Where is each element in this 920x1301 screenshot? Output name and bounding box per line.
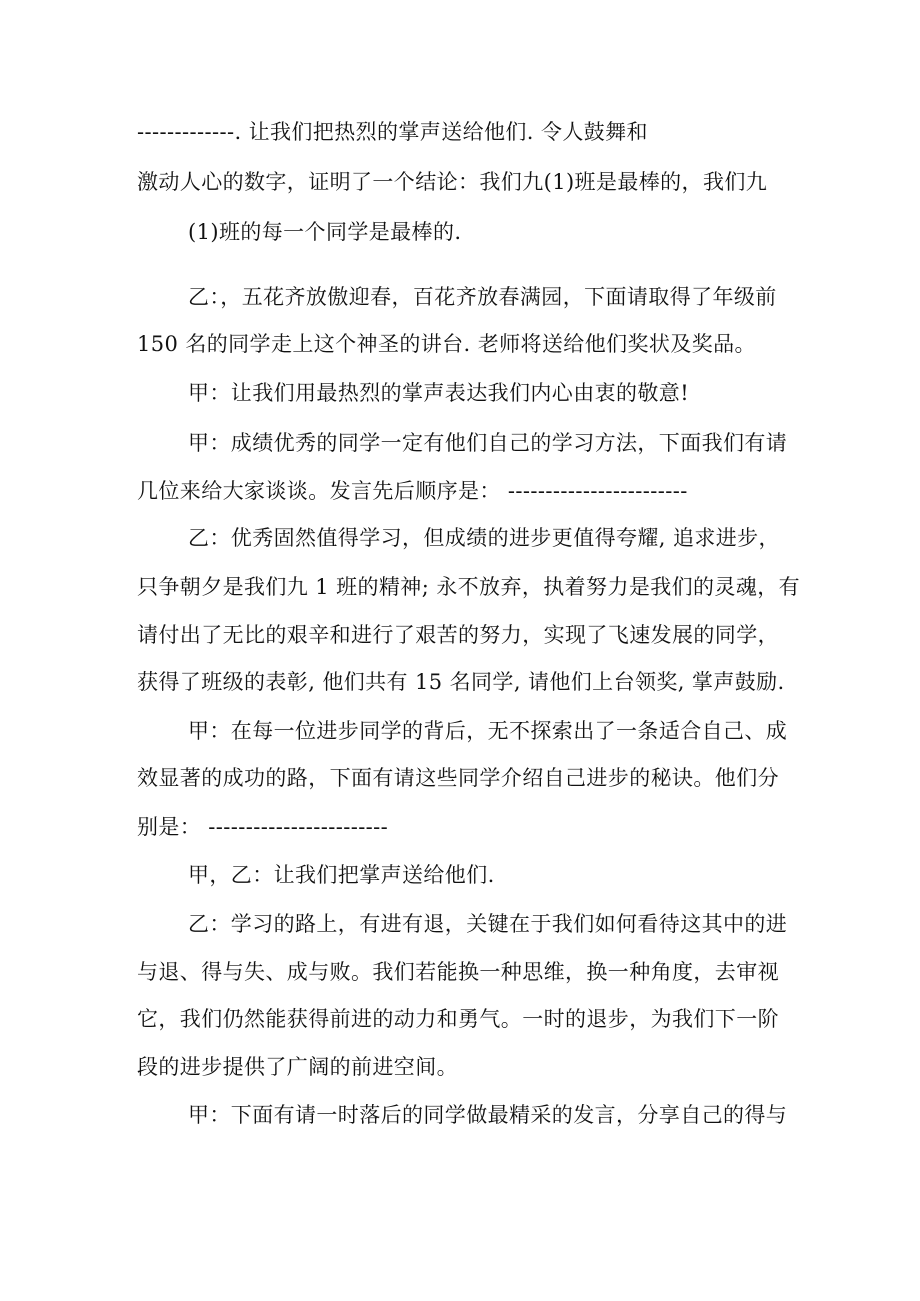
- text-line: 甲：下面有请一时落后的同学做最精采的发言，分享自己的得与: [188, 1103, 788, 1127]
- text-line: 只争朝夕是我们九 1 班的精神; 永不放弃，执着努力是我们的灵魂，有: [137, 575, 801, 599]
- text-line: 甲：成绩优秀的同学一定有他们自己的学习方法，下面我们有请: [188, 431, 788, 455]
- text-line: 甲：在每一位进步同学的背后，无不探索出了一条适合自己、成: [188, 719, 788, 743]
- text-line: 乙：学习的路上，有进有退，关键在于我们如何看待这其中的进: [188, 912, 788, 936]
- text-line: 获得了班级的表彰, 他们共有 15 名同学, 请他们上台领奖, 掌声鼓励.: [137, 670, 785, 694]
- text-line: 别是： ------------------------: [137, 815, 389, 839]
- text-line: 甲：让我们用最热烈的掌声表达我们内心由衷的敬意!: [188, 381, 690, 405]
- text-line: 150 名的同学走上这个神圣的讲台. 老师将送给他们奖状及奖品。: [137, 332, 756, 356]
- text-line: 激动人心的数字，证明了一个结论：我们九(1)班是最棒的，我们九: [137, 170, 768, 194]
- text-line: 请付出了无比的艰辛和进行了艰苦的努力，实现了飞速发展的同学，: [137, 623, 779, 647]
- text-line: 甲，乙：让我们把掌声送给他们.: [188, 863, 495, 887]
- text-line: 乙：优秀固然值得学习，但成绩的进步更值得夸耀, 追求进步，: [188, 526, 780, 550]
- text-line: 它，我们仍然能获得前进的动力和勇气。一时的退步，为我们下一阶: [137, 1007, 779, 1031]
- text-line: 效显著的成功的路，下面有请这些同学介绍自己进步的秘诀。他们分: [137, 766, 779, 790]
- text-line: 段的进步提供了广阔的前进空间。: [137, 1055, 458, 1079]
- text-line: 几位来给大家谈谈。发言先后顺序是： ------------------------: [137, 479, 688, 503]
- text-line: (1)班的每一个同学是最棒的.: [188, 220, 462, 244]
- text-line: 与退、得与失、成与败。我们若能换一种思维，换一种角度，去审视: [137, 960, 779, 984]
- text-line: 乙：，五花齐放傲迎春，百花齐放春满园，下面请取得了年级前: [188, 285, 777, 309]
- text-line: -------------. 让我们把热烈的掌声送给他们. 令人鼓舞和: [137, 120, 648, 144]
